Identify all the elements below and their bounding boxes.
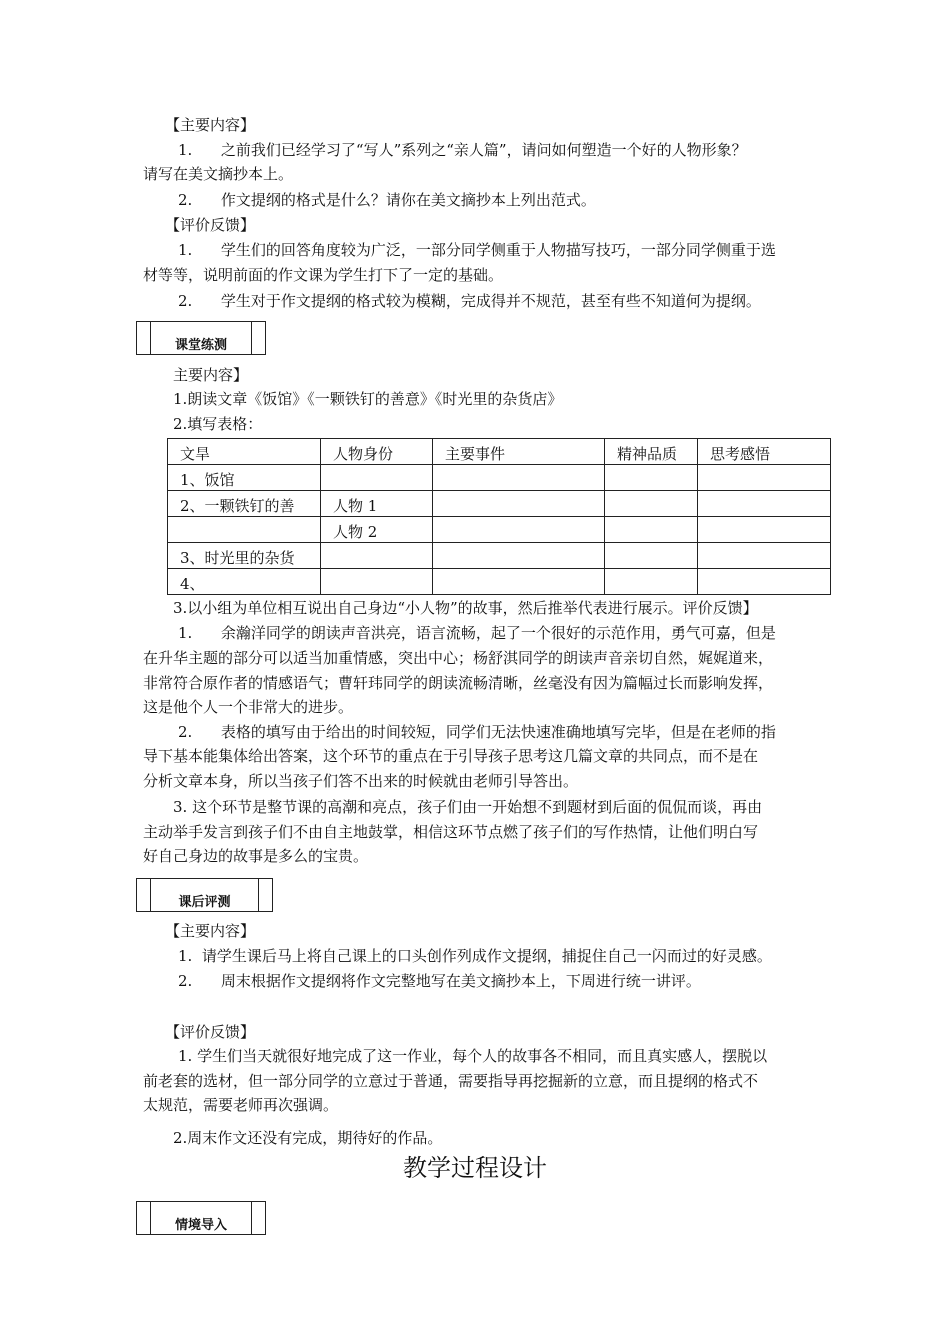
table-header-row [168,439,831,465]
table-cell [433,517,605,543]
table-cell [698,569,831,595]
table-header-cell: 精神品质 [605,439,698,465]
section1-feedback2: 2. 学生对于作文提纲的格式较为模糊，完成得并不规范，甚至有些不知道何为提纲。 [178,292,761,310]
section2-item3: 3.以小组为单位相互说出自己身边“小人物”的故事，然后推举代表进行展示。评价反馈】 [173,599,758,617]
table-cell [433,543,605,569]
table-cell [433,465,605,491]
section2-para2-line2: 导下基本能集体给出答案，这个环节的重点在于引导孩子思考这几篇文章的共同点，而不是在 [143,747,759,765]
section2-para2-line3: 分析文章本身，所以当孩子们答不出来的时候就由老师引导答出。 [143,772,579,790]
section-box-classroom [136,321,266,355]
table-header-cell: 文旱 [168,439,321,465]
section-box-after-class-label: 课后评测 [178,895,231,910]
section2-para3-line1: 3. 这个环节是整节课的高潮和亮点，孩子们由一开始想不到题材到后面的侃侃而谈，再由 [173,798,763,816]
table-cell: 人物 1 [321,491,433,517]
section1-feedback1-line2: 材等等，说明前面的作文课为学生打下了一定的基础。 [143,266,504,284]
table-header-cell: 主要事件 [433,439,605,465]
section3-item2: 2. 周末根据作文提纲将作文完整地写在美文摘抄本上，下周进行统一讲评。 [178,972,701,990]
section1-item1-line2: 请写在美文摘抄本上。 [143,165,294,183]
table-cell: 3、时光里的杂货 [168,543,321,569]
section2-para1-line1: 1. 余瀚洋同学的朗读声音洪亮，语言流畅，起了一个很好的示范作用，勇气可嘉，但是 [178,624,776,642]
section1-item1-line1: 1. 之前我们已经学习了“写人”系列之“亲人篇”，请问如何塑造一个好的人物形象？ [178,141,747,159]
table-cell [605,569,698,595]
table-cell [321,569,433,595]
section-box-scenario [136,1201,266,1235]
table-cell [698,491,831,517]
section3-feedback1-line1: 1. 学生们当天就很好地完成了这一作业，每个人的故事各不相同，而且真实感人，摆脱以 [178,1047,768,1065]
section2-heading: 主要内容】 [173,366,249,384]
table-cell [698,543,831,569]
table-cell: 4、 [168,569,321,595]
section1-feedback1-line1: 1. 学生们的回答角度较为广泛，一部分同学侧重于人物描写技巧，一部分同学侧重于选 [178,241,776,259]
table-cell [433,569,605,595]
section2-para1-line3: 非常符合原作者的情感语气；曹轩玮同学的朗读流畅清晰，丝毫没有因为篇幅过长而影响发挥， [143,674,774,692]
section2-para3-line3: 好自己身边的故事是多么的宝贵。 [143,847,369,865]
table-cell [698,465,831,491]
section2-item2: 2.填写表格： [173,415,263,433]
section3-heading: 【主要内容】 [165,922,256,940]
section1-heading: 【主要内容】 [165,116,256,134]
section-box-after-class [136,878,273,912]
table-row [168,543,831,569]
table-cell [168,517,321,543]
table-cell [321,543,433,569]
section2-para1-line4: 这是他个人一个非常大的进步。 [143,698,354,716]
section3-feedback1-line3: 太规范，需要老师再次强调。 [143,1096,339,1114]
table-cell [605,465,698,491]
section3-feedback1-line2: 前老套的选材，但一部分同学的立意过于普通，需要指导再挖掘新的立意，而且提纲的格式不 [143,1072,759,1090]
section2-item1: 1.朗读文章《饭馆》《一颗铁钉的善意》《时光里的杂货店》 [173,390,563,408]
table-row [168,465,831,491]
table-cell [605,543,698,569]
section-box-classroom-label: 课堂练测 [174,338,227,353]
table-cell [433,491,605,517]
section1-item2: 2. 作文提纲的格式是什么？请你在美文摘抄本上列出范式。 [178,191,596,209]
table-cell: 人物 2 [321,517,433,543]
section3-feedback-heading: 【评价反馈】 [165,1023,256,1041]
table-cell [698,517,831,543]
table-row [168,569,831,595]
table-row [168,517,831,543]
section3-feedback2: 2.周末作文还没有完成，期待好的作品。 [173,1129,443,1147]
section2-para3-line2: 主动举手发言到孩子们不由自主地鼓掌，相信这环节点燃了孩子们的写作热情，让他们明白写 [143,823,759,841]
section1-feedback-heading: 【评价反馈】 [165,216,256,234]
page-title: 教学过程设计 [403,1154,547,1182]
fill-in-table [167,438,831,595]
section2-para1-line2: 在升华主题的部分可以适当加重情感，突出中心；杨舒淇同学的朗读声音亲切自然，娓娓道来， [143,649,774,667]
section-box-scenario-label: 情境导入 [174,1218,227,1233]
section2-para2-line1: 2. 表格的填写由于给出的时间较短，同学们无法快速准确地填写完毕，但是在老师的指 [178,723,776,741]
section3-item1: 1. 请学生课后马上将自己课上的口头创作列成作文提纲，捕捉住自己一闪而过的好灵感。 [178,947,772,965]
table-header-cell: 人物身份 [321,439,433,465]
table-header-cell: 思考感悟 [698,439,831,465]
table-cell [605,491,698,517]
table-cell: 2、一颗铁钉的善 [168,491,321,517]
table-cell: 1、饭馆 [168,465,321,491]
table-row [168,491,831,517]
table-cell [605,517,698,543]
table-cell [321,465,433,491]
